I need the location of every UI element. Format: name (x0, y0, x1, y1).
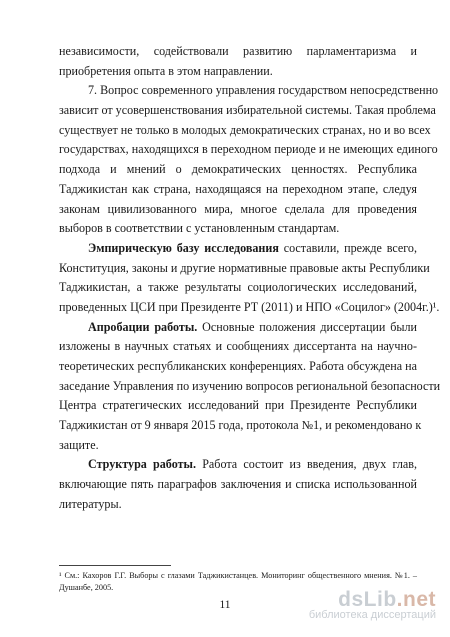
text-line (59, 396, 417, 416)
line-text: заседание Управления по изучению вопросов региональной безопасности (59, 378, 441, 393)
line-text: проведенных ЦСИ при Президенте РТ (2011) и НПО «Социлог» (2004г.)¹. (59, 299, 440, 314)
line-text: теоретических республиканских конференциях. Работа обсуждена на (59, 359, 417, 373)
line-text: государствах, находящихся в переходном периоде и не имеющих единого (59, 142, 438, 157)
line-text: подхода и мнений о демократических ценностях. Республика (59, 162, 417, 177)
bold-heading: Апробации работы. (88, 319, 198, 334)
text-line (59, 200, 417, 220)
watermark-logo (309, 588, 436, 621)
line-text: Таджикистан как страна, находящаяся на переходном этапе, следуя (59, 181, 417, 196)
line-text: литературы. (59, 496, 122, 511)
line-text: 7. Вопрос современного управления государством непосредственно (88, 83, 439, 98)
line-text: независимости, содействовали развитию парламентаризма и (59, 44, 417, 58)
line-text: изложены в научных статьях и сообщениях диссертанта на научно- (59, 339, 417, 354)
watermark-brand: dsLib.net (338, 588, 436, 611)
line-text: Основные положения диссертации были (197, 319, 418, 334)
text-line (59, 436, 417, 456)
text-line (59, 337, 417, 357)
line-text: составили, прежде всего, (278, 240, 417, 255)
text-line (59, 62, 417, 82)
line-text: защите. (59, 437, 99, 452)
text-line (59, 121, 431, 141)
footnote-divider (59, 565, 171, 566)
line-text: Работа состоит из введения, двух глав, (196, 457, 417, 472)
text-line (59, 239, 417, 259)
text-line (59, 219, 417, 239)
body-text (59, 42, 441, 515)
text-line (59, 416, 422, 436)
line-text: Таджикистан от 9 января 2015 года, протокола №1, и рекомендовано к (59, 418, 422, 433)
text-line (59, 278, 417, 298)
line-text: существует не только в молодых демократических странах, но и во всех (59, 122, 431, 137)
text-line (59, 180, 417, 200)
line-text: Таджикистан, а также результаты социологических исследований, (59, 280, 417, 295)
line-text: законам цивилизованного мира, многое сделала для проведения (59, 201, 417, 216)
line-text: Конституция, законы и другие нормативные правовые акты Республики (59, 260, 430, 275)
text-line (59, 357, 417, 377)
text-line (59, 140, 438, 160)
text-line (59, 81, 439, 101)
text-line (59, 318, 417, 338)
text-line (59, 160, 417, 180)
text-line (59, 377, 441, 397)
line-text: Центра стратегических исследований при Президенте Республики (59, 398, 417, 413)
text-line (59, 495, 417, 515)
text-line (59, 42, 417, 62)
footnote-line: ¹ См.: Кахоров Г.Г. Выборы с глазами Таджикистанцев. Мониторинг общественного мнения. №1. – (59, 571, 417, 580)
line-text: зависит от усовершенствования избирательной системы. Такая проблема (59, 103, 436, 118)
line-text: включающие пять параграфов заключения и списка использованной (59, 477, 417, 492)
text-line (59, 455, 417, 475)
watermark-subtitle: библиотека диссертаций (308, 609, 436, 621)
footnote-line: Душанбе, 2005. (59, 583, 114, 592)
text-line (59, 101, 436, 121)
text-line (59, 259, 430, 279)
page-number: 11 (219, 599, 231, 611)
text-line (59, 475, 417, 495)
line-text: приобретения опыта в этом направлении. (59, 63, 273, 78)
bold-heading: Эмпирическую базу исследования (88, 240, 279, 255)
text-line (59, 298, 440, 318)
line-text: выборов в соответствии с установленным стандартам. (59, 221, 340, 236)
bold-heading: Структура работы. (88, 457, 196, 472)
